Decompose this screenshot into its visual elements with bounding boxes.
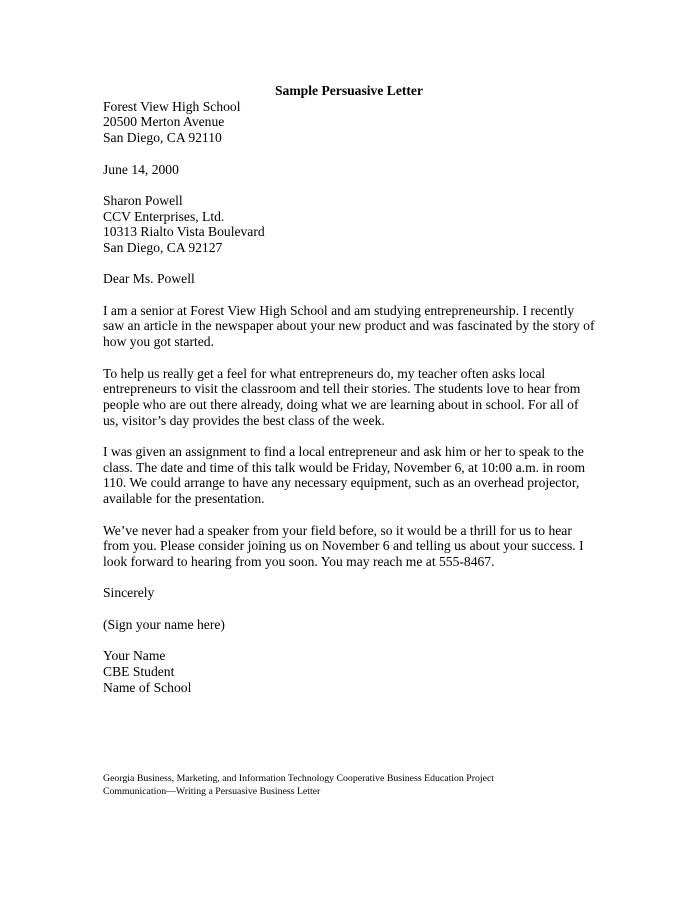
body-paragraph: I was given an assignment to find a local entrepreneur and ask him or her to speak to the class. The date and time of this talk would be Friday, November 6, at 10:00 a.m. in room 110. We could arrange to have any necessary equipment, such as an overhead projector, available for the presentation. <box>103 444 586 507</box>
recipient-address-line: CCV Enterprises, Ltd. <box>103 208 225 224</box>
signature-line: Name of School <box>103 679 192 695</box>
closing <box>103 585 595 601</box>
recipient-address <box>103 193 595 256</box>
signature-line: CBE Student <box>103 663 175 679</box>
signature-placeholder <box>103 617 595 633</box>
sender-address-line: 20500 Merton Avenue <box>103 114 225 130</box>
footer-line: Georgia Business, Marketing, and Information Technology Cooperative Business Education Project <box>103 773 495 784</box>
sender-address <box>103 99 595 146</box>
document-title: Sample Persuasive Letter <box>275 83 423 98</box>
body-paragraph: To help us really get a feel for what entrepreneurs do, my teacher often asks local entrepreneurs to visit the classroom and tell their stories. The students love to hear from people who are out there already, doing what we are learning about in school. For all of us, visitor’s day provides the best class of the week. <box>103 365 581 428</box>
body-paragraph: We’ve never had a speaker from your field before, so it would be a thrill for us to hear from you. Please consider joining us on November 6 and telling us about your success. I look forward to hearing from you soon. You may reach me at 555-8467. <box>103 522 584 569</box>
date-line: June 14, 2000 <box>103 161 179 177</box>
signature-line: Your Name <box>103 648 166 664</box>
date-block <box>103 162 595 178</box>
body-paragraph: I am a senior at Forest View High School and am studying entrepreneurship. I recently saw an article in the newspaper about your new product and was fascinated by the story of how you got started. <box>103 302 595 350</box>
sender-address-line: Forest View High School <box>103 98 241 114</box>
signature-block <box>103 648 595 695</box>
salutation-line: Dear Ms. Powell <box>103 271 195 287</box>
salutation <box>103 271 595 287</box>
closing-line: Sincerely <box>103 585 155 601</box>
recipient-address-line: San Diego, CA 92127 <box>103 240 223 255</box>
footer-line: Communication—Writing a Persuasive Business Letter <box>103 786 321 797</box>
sender-address-line: San Diego, CA 92110 <box>103 130 222 146</box>
recipient-address-line: Sharon Powell <box>103 192 183 208</box>
signature-placeholder-line: (Sign your name here) <box>103 616 225 632</box>
letter-body <box>103 83 595 695</box>
page-footer <box>103 772 623 798</box>
recipient-address-line: 10313 Rialto Vista Boulevard <box>103 224 265 240</box>
